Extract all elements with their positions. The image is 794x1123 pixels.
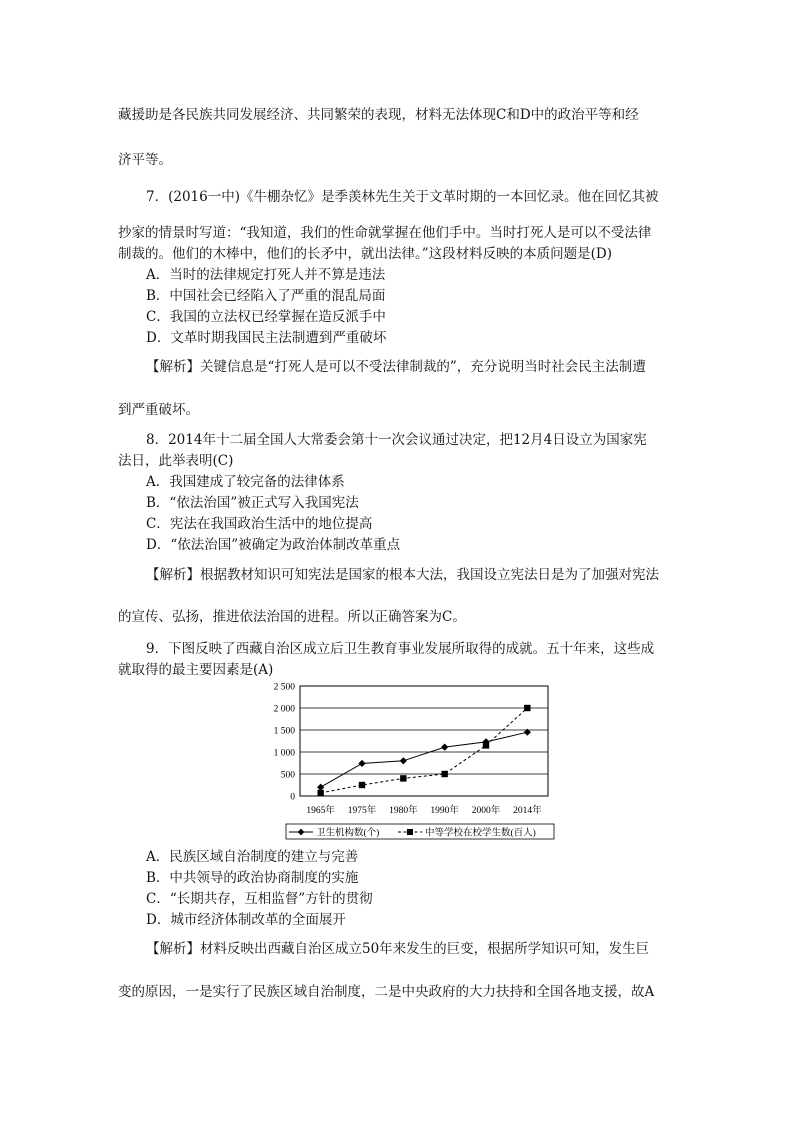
series-2-point	[359, 782, 365, 788]
q9-analysis-line-2: 变的原因，一是实行了民族区域自治制度，二是中央政府的大力扶持和全国各地支援，故A	[118, 984, 655, 1000]
y-tick-label: 500	[280, 770, 295, 781]
q7-analysis-line-2: 到严重破坏。	[118, 402, 199, 418]
series-2-point	[441, 771, 447, 777]
q9-line-chart	[266, 680, 556, 845]
legend-label-2: 中等学校在校学生数(百人)	[425, 828, 536, 839]
q9-option-b: B．中共领导的政治协商制度的实施	[146, 870, 359, 886]
q8-analysis-line-2: 的宣传、弘扬，推进依法治国的进程。所以正确答案为C。	[118, 609, 466, 625]
q7-option-b: B．中国社会已经陷入了严重的混乱局面	[146, 288, 386, 304]
q7-analysis-line-1: 【解析】关键信息是“打死人是可以不受法律制裁的”，充分说明当时社会民主法制遭	[146, 359, 646, 375]
q9-option-c: C．“长期共存，互相监督”方针的贯彻	[146, 891, 373, 907]
y-tick-label: 2 000	[273, 704, 295, 715]
q9-option-d: D．城市经济体制改革的全面展开	[146, 912, 346, 928]
q9-analysis-line-1: 【解析】材料反映出西藏自治区成立50年来发生的巨变，根据所学知识可知，发生巨	[146, 941, 650, 957]
x-tick-label: 2014年	[513, 806, 542, 816]
q7-option-c: C．我国的立法权已经掌握在造反派手中	[146, 309, 386, 325]
prev-analysis-line-2: 济平等。	[118, 152, 172, 168]
series-1-point	[400, 757, 407, 764]
y-tick-label: 2 500	[273, 682, 295, 693]
plot-frame	[300, 686, 548, 796]
series-1-point	[441, 744, 448, 751]
q7-stem-line-2: 抄家的情景时写道：“我知道，我们的性命就掌握在他们手中。当时打死人是可以不受法律	[118, 225, 652, 241]
q7-stem-line-1: 7．(2016一中)《牛棚杂忆》是季羡林先生关于文革时期的一本回忆录。他在回忆其被	[146, 189, 659, 205]
q9-option-a: A．民族区域自治制度的建立与完善	[146, 849, 359, 865]
q8-option-a: A．我国建成了较完备的法律体系	[146, 474, 345, 490]
q8-stem-line-2: 法日，此举表明(C)	[118, 453, 234, 469]
series-1-point	[317, 784, 324, 791]
q8-option-d: D．“依法治国”被确定为政治体制改革重点	[146, 537, 401, 553]
series-2-point	[483, 742, 489, 748]
prev-analysis-line-1: 藏援助是各民族共同发展经济、共同繁荣的表现，材料无法体现C和D中的政治平等和经	[118, 107, 639, 123]
x-tick-label: 2000年	[471, 806, 501, 816]
y-tick-label: 1 500	[273, 726, 295, 737]
y-tick-label: 0	[290, 792, 295, 803]
q8-analysis-line-1: 【解析】根据教材知识可知宪法是国家的根本大法，我国设立宪法日是为了加强对宪法	[146, 567, 659, 583]
legend-marker-2	[407, 829, 413, 835]
q8-option-c: C．宪法在我国政治生活中的地位提高	[146, 516, 373, 532]
q7-option-d: D．文革时期我国民主法制遭到严重破坏	[146, 330, 387, 346]
series-line-1	[321, 732, 528, 787]
x-tick-label: 1965年	[306, 806, 335, 816]
q8-stem-line-1: 8．2014年十二届全国人大常委会第十一次会议通过决定，把12月4日设立为国家宪	[146, 432, 647, 448]
series-line-2	[321, 708, 528, 793]
legend-label-1: 卫生机构数(个)	[316, 828, 380, 839]
q7-option-a: A．当时的法律规定打死人并不算是违法	[146, 267, 386, 283]
q9-stem-line-1: 9．下图反映了西藏自治区成立后卫生教育事业发展所取得的成就。五十年来，这些成	[146, 641, 655, 657]
x-tick-label: 1990年	[430, 806, 459, 816]
q9-stem-line-2: 就取得的最主要因素是(A)	[118, 662, 274, 678]
series-1-point	[358, 760, 365, 767]
series-2-point	[317, 790, 323, 796]
series-2-point	[524, 705, 530, 711]
q8-option-b: B．“依法治国”被正式写入我国宪法	[146, 495, 359, 511]
series-2-point	[400, 775, 406, 781]
x-tick-label: 1975年	[347, 806, 377, 816]
x-tick-label: 1980年	[389, 806, 418, 816]
y-tick-label: 1 000	[273, 748, 295, 759]
q7-stem-line-3: 制裁的。他们的木棒中，他们的长矛中，就出法律。”这段材料反映的本质问题是(D)	[118, 246, 613, 262]
